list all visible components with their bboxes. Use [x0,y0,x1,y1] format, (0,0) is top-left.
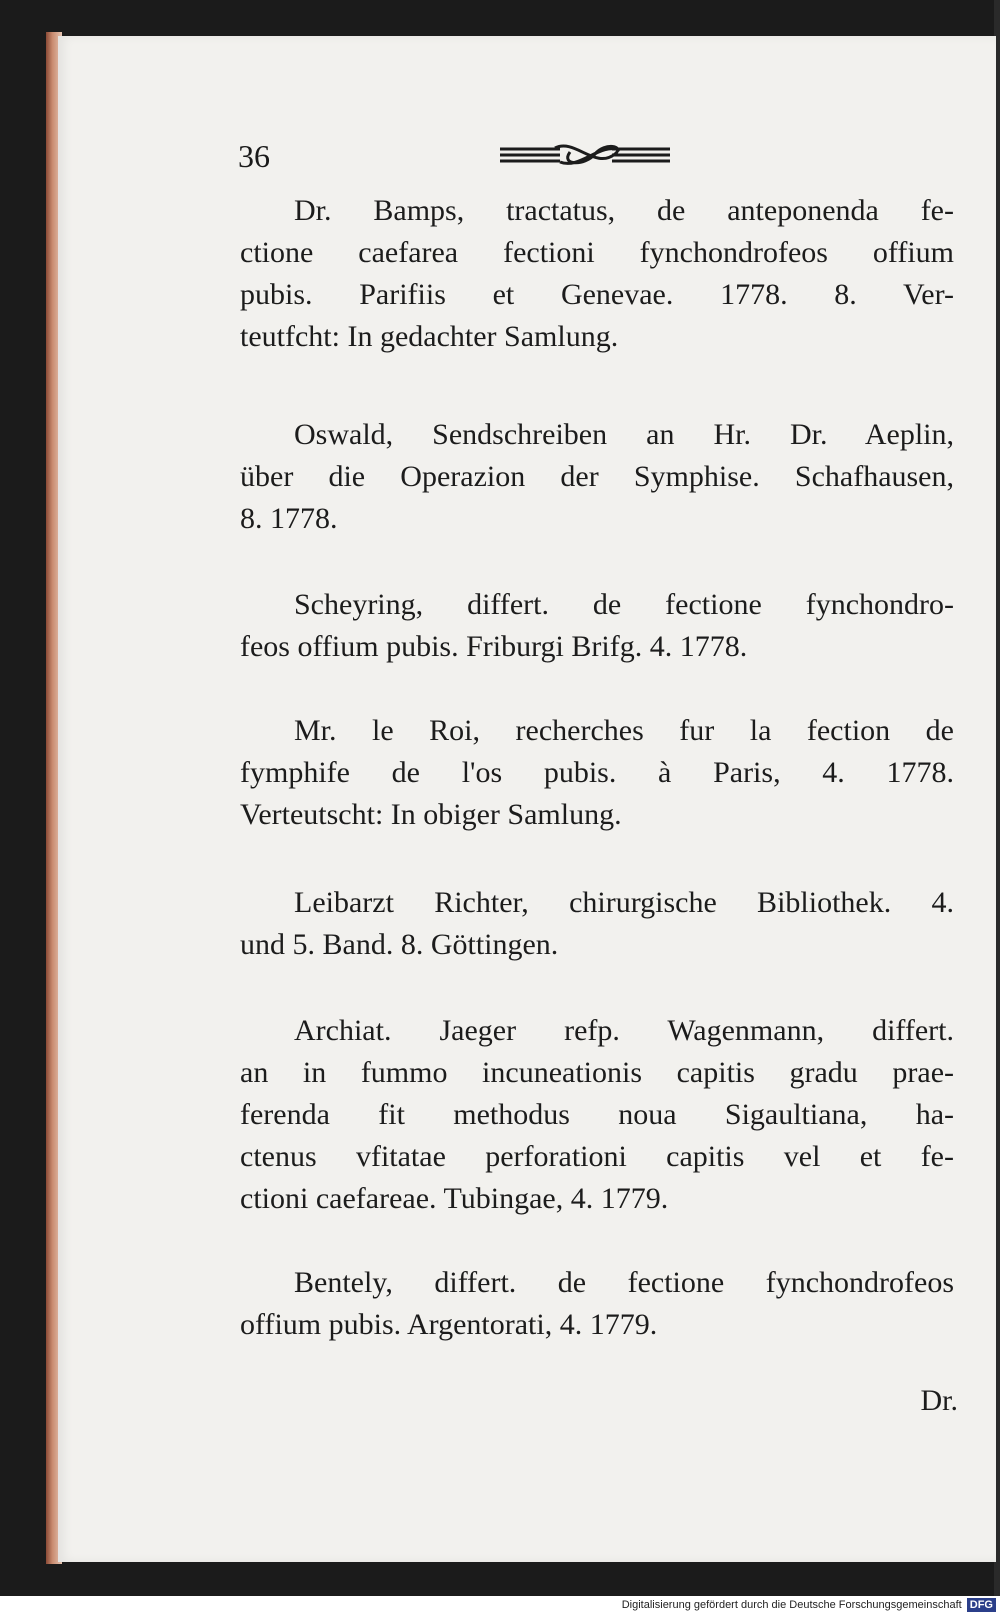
entry-line: offium pubis. Argentorati, 4. 1779. [240,1308,658,1341]
entry-line: Dr. Bamps, tractatus, de anteponenda fe- [294,194,954,227]
entry-line: Verteutscht: In obiger Samlung. [240,798,622,831]
entry-line: und 5. Band. 8. Göttingen. [240,928,559,961]
bibliography-entry [240,584,954,668]
entry-line: 8. 1778. [240,502,338,535]
entry-line: Oswald, Sendschreiben an Hr. Dr. Aeplin, [294,418,954,451]
page-number: 36 [238,138,270,174]
entry-line: Bentely, differt. de fectione fynchondrofeos [294,1266,954,1299]
entry-line: ctenus vfitatae perforationi capitis vel et fe- [240,1140,954,1173]
catchword: Dr. [920,1384,958,1417]
digitization-footer [0,1596,1000,1614]
bibliography-entry [240,1262,954,1346]
entry-line: fymphife de l'os pubis. à Paris, 4. 1778. [240,756,954,789]
entry-line: Archiat. Jaeger refp. Wagenmann, differt. [294,1014,954,1047]
bibliography-entry [240,414,954,540]
entry-line: über die Operazion der Symphise. Schafhausen, [240,460,954,493]
bibliography-entry [240,190,954,358]
entry-line: ferenda fit methodus noua Sigaultiana, ha- [240,1098,954,1131]
entry-line: pubis. Parifiis et Genevae. 1778. 8. Ver- [240,278,954,311]
bibliography-entry [240,882,954,966]
entry-line: an in fummo incuneationis capitis gradu prae- [240,1056,954,1089]
knot-ornament-icon [500,140,670,170]
bibliography-entry [240,710,954,836]
entry-line: teutfcht: In gedachter Samlung. [240,320,619,353]
entry-line: Mr. le Roi, recherches fur la fection de [294,714,954,747]
entry-line: feos offium pubis. Friburgi Brifg. 4. 1778. [240,630,748,663]
entry-line: Leibarzt Richter, chirurgische Bibliothek. 4. [294,886,954,919]
entry-line: Scheyring, differt. de fectione fynchondro- [294,588,954,621]
entry-line: ctioni caefareae. Tubingae, 4. 1779. [240,1182,669,1215]
entry-line: ctione caefarea fectioni fynchondrofeos offium [240,236,954,269]
dfg-logo: DFG [967,1598,996,1612]
footer-text: Digitalisierung gefördert durch die Deutsche Forschungsgemeinschaft [621,1599,962,1611]
bibliography-entry [240,1010,954,1220]
